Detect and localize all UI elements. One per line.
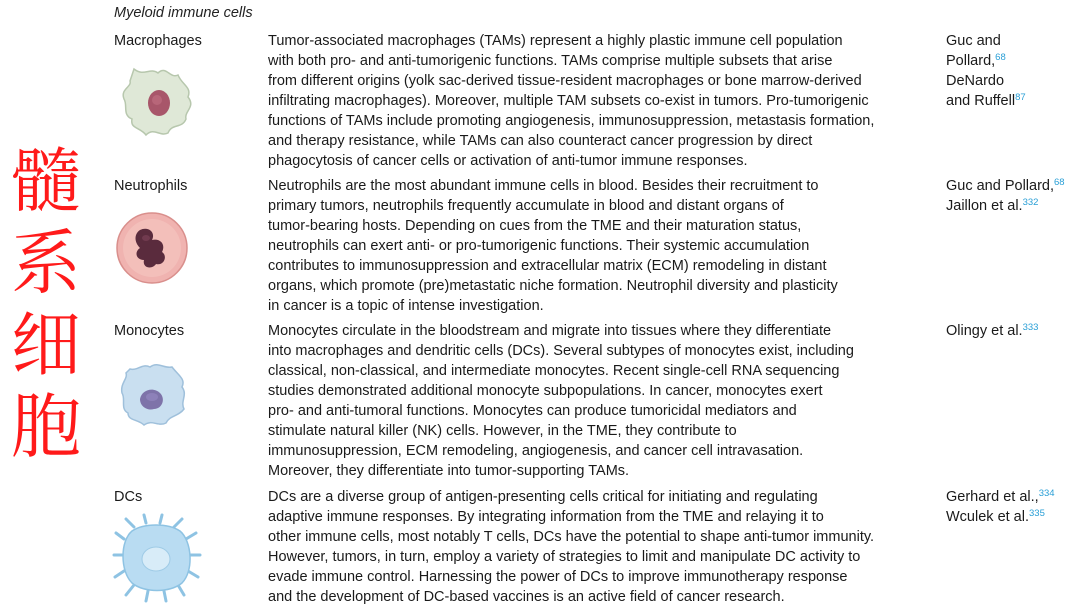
dendritic-cell-illustration	[112, 513, 202, 605]
macrophage-illustration	[112, 57, 202, 147]
description-line: pro- and anti-tumoral functions. Monocytes can produce tumoricidal mediators and	[268, 403, 797, 419]
description-line: in cancer is a topic of intense investigation.	[268, 298, 544, 314]
cell-description	[268, 176, 928, 316]
description-line: stimulate natural killer (NK) cells. However, in the TME, they contribute to	[268, 423, 737, 439]
description-line: adaptive immune responses. By integrating information from the TME and relaying it to	[268, 509, 824, 525]
description-line: evade immune control. Harnessing the power of DCs to improve immunotherapy response	[268, 569, 848, 585]
description-line: infiltrating macrophages). Moreover, multiple TAM subsets co-exist in tumors. Pro-tumorigenic	[268, 93, 869, 109]
description-line: contributes to immunosuppression and extracellular matrix (ECM) remodeling in distant	[268, 258, 827, 274]
description-line: functions of TAMs include promoting angiogenesis, immunosuppression, metastasis formation,	[268, 113, 875, 129]
reference-number[interactable]: 335	[1029, 508, 1045, 519]
description-line: immunosuppression, ECM remodeling, angiogenesis, and cancer cell intravasation.	[268, 443, 804, 459]
description-line: tumor-bearing hosts. Depending on cues from the TME and their maturation status,	[268, 218, 802, 234]
side-label-char: 细	[11, 304, 81, 386]
description-line: and therapy resistance, while TAMs can also counteract cancer progression by direct	[268, 133, 813, 149]
neutrophil-illustration	[112, 208, 192, 288]
cell-description	[268, 487, 928, 607]
description-line: However, tumors, in turn, employ a variety of strategies to limit and manipulate DC activity to	[268, 549, 861, 565]
reference-number[interactable]: 333	[1022, 322, 1039, 333]
side-label-char: 系	[11, 222, 81, 304]
side-label	[10, 140, 82, 468]
section-title: Myeloid immune cells	[114, 5, 253, 21]
reference-line: DeNardo	[946, 73, 1005, 89]
reference-line: Guc and Pollard,$^{68}$	[946, 177, 1065, 194]
description-line: organs, which promote (pre)metastatic niche formation. Neutrophil diversity and plasticity	[268, 278, 838, 294]
description-line: other immune cells, most notably T cells, DCs have the potential to shape anti-tumor immunity.	[268, 529, 875, 545]
reference-line: Guc and	[946, 33, 1001, 49]
reference-line: Gerhard et al.,$^{334}$	[946, 488, 1055, 505]
reference-number[interactable]: 334	[1038, 488, 1055, 499]
references	[946, 321, 1080, 341]
cell-name: Monocytes	[114, 323, 185, 339]
description-line: Monocytes circulate in the bloodstream and migrate into tissues where they differentiate	[268, 323, 832, 339]
description-line: into macrophages and dendritic cells (DCs). Several subtypes of monocytes exist, including	[268, 343, 854, 359]
reference-line: Olingy et al.$^{333}$	[946, 322, 1039, 339]
reference-number[interactable]: 332	[1022, 197, 1039, 208]
description-line: with both pro- and anti-tumorigenic functions. TAMs comprise multiple subsets that arise	[268, 53, 833, 69]
description-line: primary tumors, neutrophils frequently accumulate in blood and distant organs of	[268, 198, 784, 214]
description-line: and the development of DC-based vaccines is an active field of cancer research.	[268, 589, 785, 605]
references	[946, 487, 1080, 527]
side-label-char: 胞	[11, 386, 81, 468]
monocyte-illustration	[112, 355, 192, 435]
cell-name: DCs	[114, 489, 143, 505]
references	[946, 31, 1080, 111]
reference-line: Pollard,$^{68}$	[946, 52, 1006, 69]
description-line: studies demonstrated additional monocyte subpopulations. In cancer, monocytes exert	[268, 383, 823, 399]
description-line: Moreover, they differentiate into tumor-supporting TAMs.	[268, 463, 630, 479]
description-line: Neutrophils are the most abundant immune cells in blood. Besides their recruitment to	[268, 178, 819, 194]
cell-description	[268, 31, 928, 171]
reference-line: Jaillon et al.$^{332}$	[946, 197, 1039, 214]
cell-name: Macrophages	[114, 33, 202, 49]
cell-name: Neutrophils	[114, 178, 188, 194]
reference-number[interactable]: 87	[1015, 92, 1026, 103]
reference-line: Wculek et al.$^{335}$	[946, 508, 1045, 525]
reference-line: and Ruffell$^{87}$	[946, 92, 1026, 109]
reference-number[interactable]: 68	[995, 52, 1006, 63]
description-line: classical, non-classical, and intermediate monocytes. Recent single-cell RNA sequencing	[268, 363, 840, 379]
reference-number[interactable]: 68	[1054, 177, 1065, 188]
description-line: DCs are a diverse group of antigen-presenting cells critical for initiating and regulating	[268, 489, 818, 505]
description-line: phagocytosis of cancer cells or activation of anti-tumor immune responses.	[268, 153, 748, 169]
description-line: neutrophils can exert anti- or pro-tumorigenic functions. Their systemic accumulation	[268, 238, 810, 254]
side-label-char: 髓	[11, 140, 81, 222]
description-line: from different origins (yolk sac-derived tissue-resident macrophages or bone marrow-derived	[268, 73, 862, 89]
references	[946, 176, 1080, 216]
description-line: Tumor-associated macrophages (TAMs) represent a highly plastic immune cell population	[268, 33, 843, 49]
cell-description	[268, 321, 928, 481]
